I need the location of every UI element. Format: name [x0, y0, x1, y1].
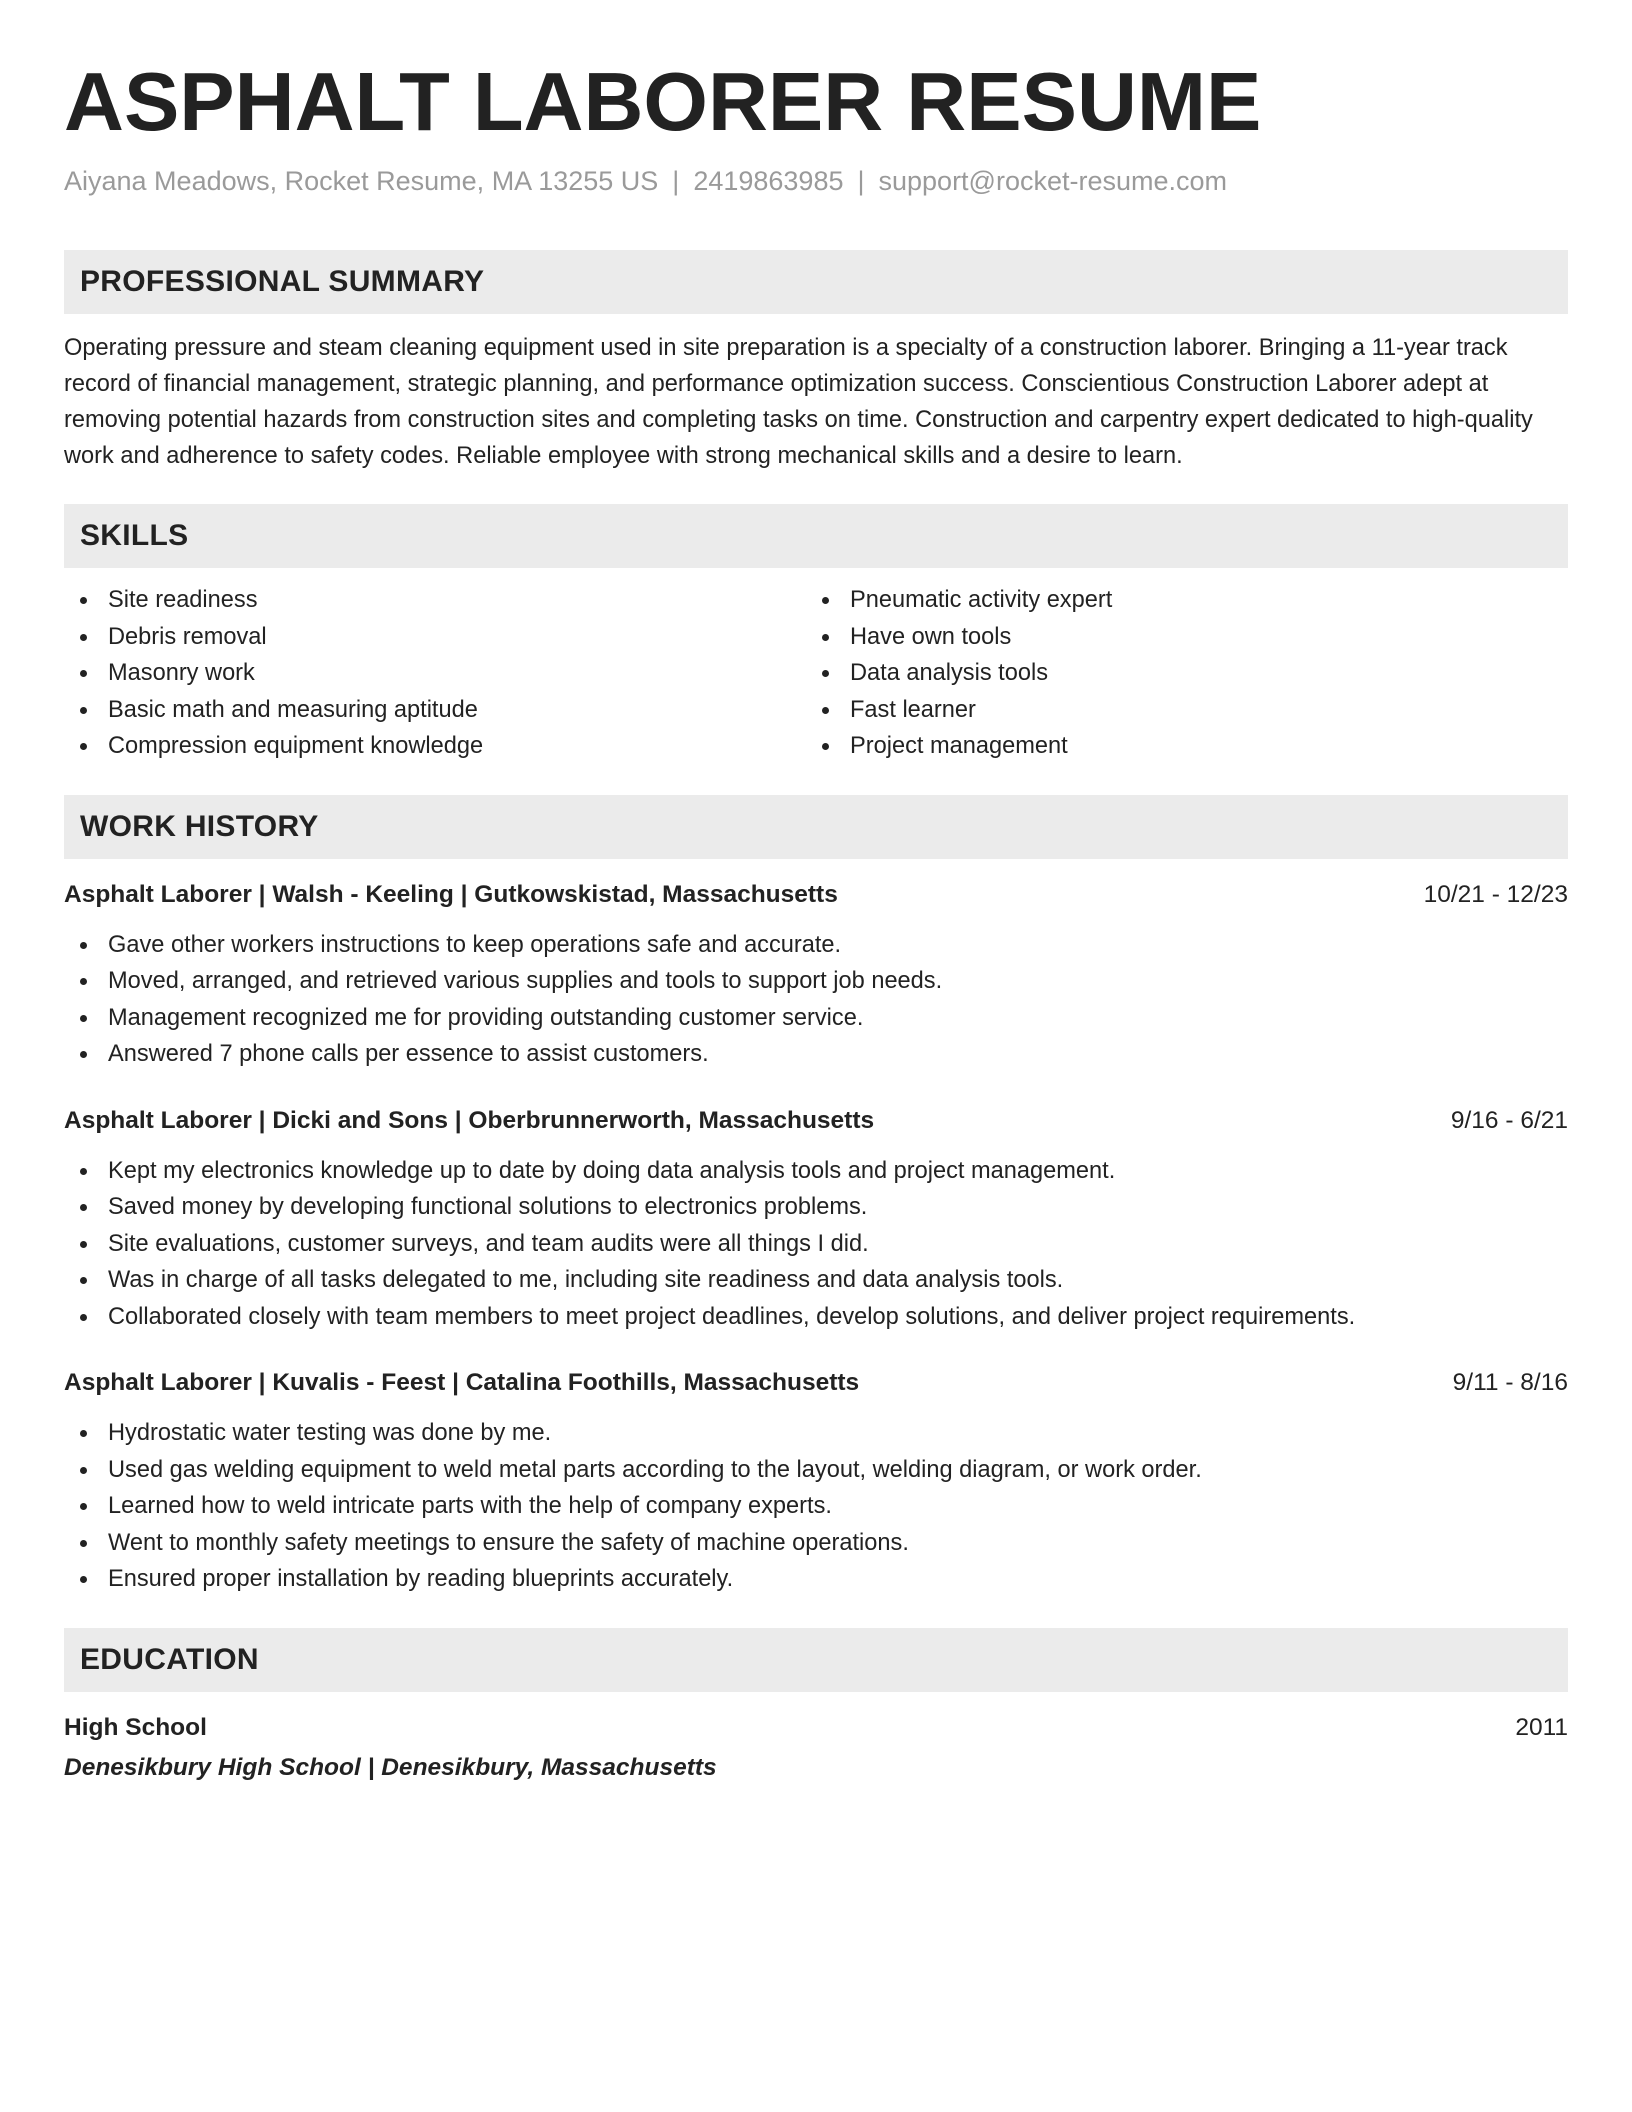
skill-item: Masonry work — [64, 655, 806, 692]
skills-column-right — [806, 582, 1548, 765]
contact-line — [64, 162, 1568, 200]
skill-item: Project management — [806, 728, 1548, 765]
job-bullets — [64, 1415, 1568, 1598]
section-header-summary: PROFESSIONAL SUMMARY — [64, 250, 1568, 314]
job-bullet: Collaborated closely with team members to meet project deadlines, develop solutions, and deliver project requirements. — [64, 1299, 1568, 1336]
contact-address: Aiyana Meadows, Rocket Resume, MA 13255 US — [64, 166, 659, 196]
skills-list — [64, 582, 1568, 765]
job-bullet: Hydrostatic water testing was done by me. — [64, 1415, 1568, 1452]
skill-item: Fast learner — [806, 692, 1548, 729]
skill-item: Have own tools — [806, 619, 1548, 656]
job-bullet: Answered 7 phone calls per essence to assist customers. — [64, 1036, 1568, 1073]
job-bullet: Moved, arranged, and retrieved various supplies and tools to support job needs. — [64, 963, 1568, 1000]
job-entry — [64, 877, 1568, 1073]
job-bullet: Kept my electronics knowledge up to date by doing data analysis tools and project management. — [64, 1153, 1568, 1190]
job-entry — [64, 1365, 1568, 1598]
job-dates: 10/21 - 12/23 — [1423, 880, 1568, 908]
job-bullet: Saved money by developing functional solutions to electronics problems. — [64, 1189, 1568, 1226]
job-header — [64, 877, 1568, 913]
skill-item: Debris removal — [64, 619, 806, 656]
skills-column-left — [64, 582, 806, 765]
resume-page — [64, 52, 1568, 1786]
job-bullet: Learned how to weld intricate parts with the help of company experts. — [64, 1488, 1568, 1525]
section-header-skills: SKILLS — [64, 504, 1568, 568]
resume-title: ASPHALT LABORER RESUME — [64, 55, 1262, 148]
job-entry — [64, 1103, 1568, 1336]
job-bullet: Was in charge of all tasks delegated to me, including site readiness and data analysis tools. — [64, 1262, 1568, 1299]
skill-item: Pneumatic activity expert — [806, 582, 1548, 619]
job-header — [64, 1103, 1568, 1139]
job-bullet: Site evaluations, customer surveys, and team audits were all things I did. — [64, 1226, 1568, 1263]
skill-item: Compression equipment knowledge — [64, 728, 806, 765]
job-bullets — [64, 927, 1568, 1073]
contact-separator: | — [857, 166, 865, 196]
education-header — [64, 1710, 1568, 1746]
summary-text: Operating pressure and steam cleaning equipment used in site preparation is a specialty of a construction laborer. Bringing a 11-year track record of financial management, strategic planning, and performance optimization success. Conscientious Construction Laborer adept at removing potential hazards from construction sites and completing tasks on time. Construction and carpentry expert dedicated to high-quality work and adherence to safety codes. Reliable employee with strong mechanical skills and a desire to learn. — [64, 335, 1533, 469]
skill-item: Data analysis tools — [806, 655, 1548, 692]
contact-separator: | — [672, 166, 680, 196]
job-bullet: Went to monthly safety meetings to ensure the safety of machine operations. — [64, 1525, 1568, 1562]
job-header — [64, 1365, 1568, 1401]
section-header-education: EDUCATION — [64, 1628, 1568, 1692]
job-bullet: Gave other workers instructions to keep operations safe and accurate. — [64, 927, 1568, 964]
skill-item: Basic math and measuring aptitude — [64, 692, 806, 729]
job-dates: 9/16 - 6/21 — [1450, 1106, 1568, 1134]
job-bullet: Used gas welding equipment to weld metal parts according to the layout, welding diagram, or work order. — [64, 1452, 1568, 1489]
job-title: Asphalt Laborer | Kuvalis - Feest | Catalina Foothills, Massachusetts — [64, 1369, 860, 1396]
job-title: Asphalt Laborer | Dicki and Sons | Oberbrunnerworth, Massachusetts — [64, 1106, 875, 1134]
education-school: Denesikbury High School | Denesikbury, Massachusetts — [64, 1753, 717, 1781]
skill-item: Site readiness — [64, 582, 806, 619]
section-header-work-history: WORK HISTORY — [64, 795, 1568, 859]
contact-phone: 2419863985 — [693, 166, 844, 196]
job-dates: 9/11 - 8/16 — [1452, 1369, 1568, 1396]
job-bullets — [64, 1153, 1568, 1336]
education-degree: High School — [64, 1713, 207, 1741]
contact-email: support@rocket-resume.com — [878, 166, 1228, 196]
education-year: 2011 — [1515, 1713, 1568, 1741]
job-bullet: Management recognized me for providing outstanding customer service. — [64, 1000, 1568, 1037]
job-title: Asphalt Laborer | Walsh - Keeling | Gutkowskistad, Massachusetts — [64, 880, 838, 908]
job-bullet: Ensured proper installation by reading blueprints accurately. — [64, 1561, 1568, 1598]
